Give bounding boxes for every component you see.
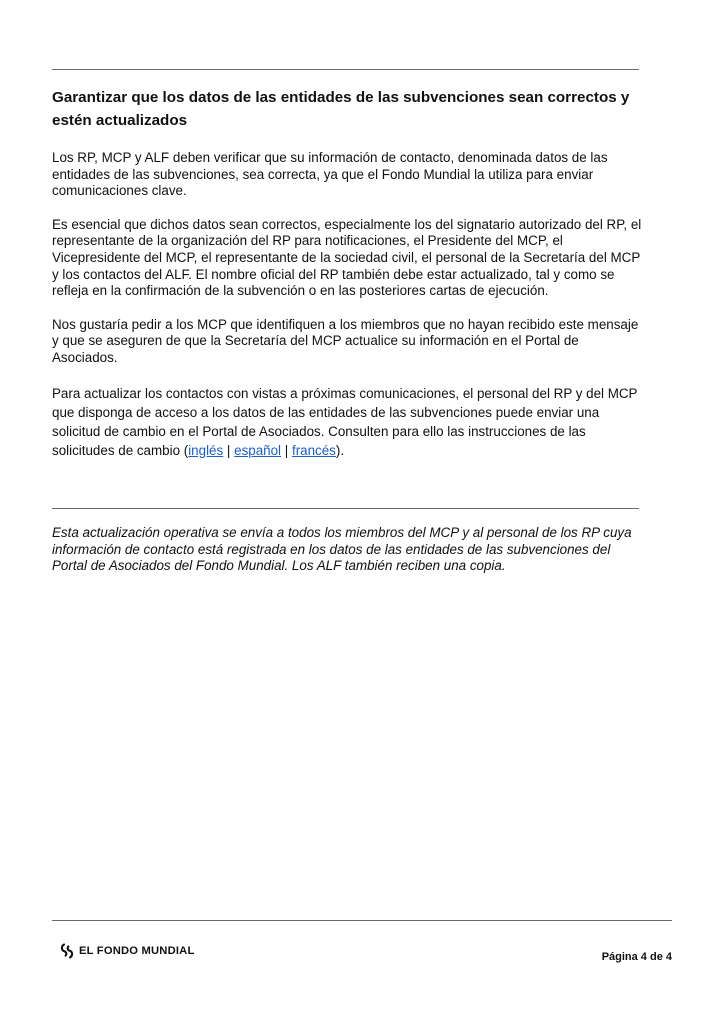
distribution-note: Esta actualización operativa se envía a todos los miembros del MCP y al personal de los RP cuya información de contacto está registrada en los datos de las entidades de las subvenciones del Portal de Asociados del Fondo Mundial. Los ALF también reciben una copia. — [52, 525, 632, 574]
footer-logo — [60, 943, 195, 959]
global-fund-logo-icon — [60, 943, 74, 959]
paragraph-verify-contact: Los RP, MCP y ALF deben verificar que su información de contacto, denominada datos de las entidades de las subvenciones, sea correcta, ya que el Fondo Mundial la utiliza para enviar comunicaciones clave. — [52, 150, 608, 199]
link-separator: | — [223, 442, 235, 458]
top-divider — [52, 69, 639, 70]
section-heading: Garantizar que los datos de las entidades de las subvenciones sean correctos y estén actualizados — [52, 89, 630, 129]
paragraph-change-request — [52, 384, 642, 460]
section-body — [52, 150, 642, 477]
link-separator: | — [281, 442, 292, 458]
link-instructions-english[interactable]: inglés — [188, 442, 224, 458]
footer-divider — [52, 920, 672, 921]
paragraph-ccm-request: Nos gustaría pedir a los MCP que identifiquen a los miembros que no hayan recibido este mensaje y que se aseguren de que la Secretaría del MCP actualice su información en el Portal de Asociados. — [52, 316, 639, 365]
link-instructions-spanish[interactable]: español — [234, 442, 282, 458]
middle-divider — [52, 508, 639, 509]
paragraph-essential-data: Es esencial que dichos datos sean correctos, especialmente los del signatario autorizado del RP, el representante de la organización del RP para notificaciones, el Presidente del MCP, el Vicepresidente del MCP, el representante de la sociedad civil, el personal de la Secretaría del MCP y los contactos del ALF. El nombre oficial del RP también debe estar actualizado, tal y como se refleja en la confirmación de la subvención o en las posteriores cartas de ejecución. — [52, 216, 642, 299]
change-request-text: Para actualizar los contactos con vistas a próximas comunicaciones, el personal del RP y del MCP que disponga de acceso a los datos de las entidades de las subvenciones puede enviar una solicitud de cambio en el Portal de Asociados. Consulten para ello las instrucciones de las solicitudes de cambio ( — [52, 385, 638, 458]
link-instructions-french[interactable]: francés — [291, 442, 336, 458]
change-request-end: ). — [335, 442, 345, 458]
footer-logo-text: EL FONDO MUNDIAL — [79, 945, 195, 957]
page-number: Página 4 de 4 — [601, 951, 672, 963]
